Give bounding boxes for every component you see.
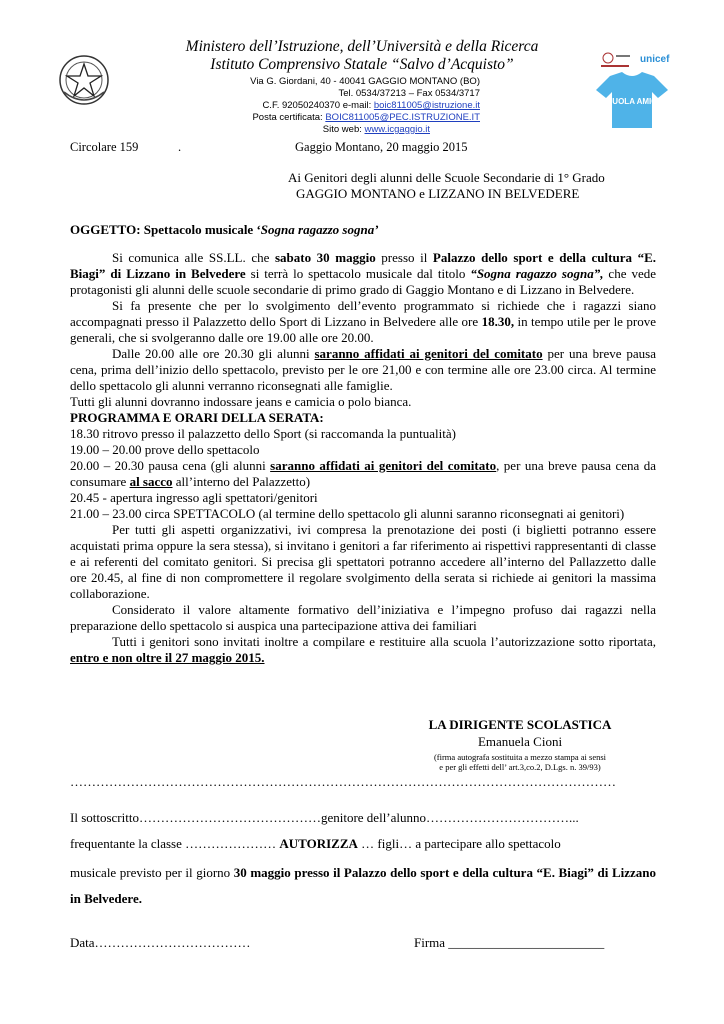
school-address: Via G. Giordani, 40 - 40041 GAGGIO MONTANO (BO) xyxy=(250,76,480,87)
ministry-logo-icon xyxy=(598,50,634,70)
paragraph-7: Tutti i genitori sono invitati inoltre a compilare e restituire alla scuola l’autorizzazione sotto riportata, entro e non oltre il 27 maggio 2015. xyxy=(70,634,656,665)
cf-label: C.F. 92050240370 e-mail: xyxy=(262,100,374,111)
program-line-2: 19.00 – 20.00 prove dello spettacolo xyxy=(70,442,260,457)
paragraph-3: Dalle 20.00 alle ore 20.30 gli alunni saranno affidati ai genitori del comitato per una breve pausa cena, prima dell’inizio dello spettacolo, previsto per le ore 21,00 e con termine alle ore 23.00 circa. Al termine dello spettacolo gli alunni verranno riconsegnati alle famiglie. xyxy=(70,346,656,393)
circular-number: Circolare 159 xyxy=(70,140,139,154)
school-phone: Tel. 0534/37213 – Fax 0534/3717 xyxy=(338,88,480,99)
form-date-field[interactable]: Data……………………………… xyxy=(70,935,251,950)
signature-note-1: (firma autografa sostituita a mezzo stampa ai sensi xyxy=(433,752,607,762)
letter-body xyxy=(70,250,656,666)
signature-name: Emanuela Cioni xyxy=(477,734,563,749)
subject-label: OGGETTO: Spettacolo musicale ‘ xyxy=(70,222,261,237)
email-link[interactable]: boic811005@istruzione.it xyxy=(373,100,480,111)
program-line-4: 20.45 - apertura ingresso agli spettatori/genitori xyxy=(70,490,318,505)
program-line-5: 21.00 – 23.00 circa SPETTACOLO (al termine dello spettacolo gli alunni saranno riconsegnati ai genitori) xyxy=(70,506,625,521)
signature-role: LA DIRIGENTE SCOLASTICA xyxy=(428,717,612,732)
cut-line: ……………………………………………………………………………………………………………… xyxy=(70,774,616,789)
program-title: PROGRAMMA E ORARI DELLA SERATA: xyxy=(70,410,324,425)
unicef-logo: unicef xyxy=(640,54,670,65)
form-signature-field[interactable]: Firma ________________________ xyxy=(414,935,605,950)
form-line-2: frequentante la classe ………………… AUTORIZZA … figli… a partecipare allo spettacolo xyxy=(70,836,561,851)
program-line-3: 20.00 – 20.30 pausa cena (gli alunni saranno affidati ai genitori del comitato, per una breve pausa cena da consumare al sacco all’interno del Palazzetto) xyxy=(70,458,656,489)
form-line-3: musicale previsto per il giorno 30 maggio presso il Palazzo dello sport e della cultura “E. Biagi” di Lizzano in Belvedere. xyxy=(70,865,656,906)
paragraph-1: Si comunica alle SS.LL. che sabato 30 maggio presso il Palazzo dello sport e della cultura “E. Biagi” di Lizzano in Belvedere si terrà lo spettacolo musicale dal titolo “Sogna ragazzo sogna”, che vede protagonisti gli alunni delle scuole secondarie di primo grado di Gaggio Montano e di Lizzano in Belvedere. xyxy=(70,250,656,297)
school-pec xyxy=(180,112,480,124)
paragraph-2: Si fa presente che per lo svolgimento dell’evento programmato si richiede che i ragazzi siano accompagnati presso il Palazzetto dello Sport di Lizzano in Belvedere alle ore 18.30, in tempo utile per le prove generali, che si svolgeranno dalle ore 19.00 alle ore 20.00. xyxy=(70,298,656,345)
form-line-1: Il sottoscritto……………………………………genitore dell’alunno……………………………... xyxy=(70,810,579,825)
paragraph-5: Per tutti gli aspetti organizzativi, ivi compresa la prenotazione dei posti (i biglietti potranno essere acquistati prima oppure la sera stessa), si invitano i genitori a far riferimento ai rispettivi rappresentanti di classe e ai referenti del comitato genitori. Si precisa gli spettatori potranno accedere all’interno del Pallazzetto dalle ore 20.45, al fine di non compromettere il regolare svolgimento della serata si richiede ai genitori la massima collaborazione. xyxy=(70,522,656,601)
recipient-line-1: Ai Genitori degli alunni delle Scuole Secondarie di 1° Grado xyxy=(288,170,605,185)
school-tshirt-icon xyxy=(596,72,668,128)
signature-block xyxy=(380,717,660,772)
shirt-text: SCUOLA AMICA xyxy=(601,97,663,106)
school-cf-email xyxy=(180,100,480,112)
subject-title: Sogna ragazzo sogna’ xyxy=(260,222,379,237)
letter-date: Gaggio Montano, 20 maggio 2015 xyxy=(295,140,468,154)
program-line-1: 18.30 ritrovo presso il palazzetto dello Sport (si raccomanda la puntualità) xyxy=(70,426,456,441)
paragraph-6: Considerato il valore altamente formativo dell’iniziativa e l’impegno profuso dai ragazzi nella preparazione dello spettacolo si auspica una partecipazione attiva dei familiari xyxy=(70,602,656,633)
date-separator: . xyxy=(178,140,182,154)
subject xyxy=(70,222,656,238)
recipient-line-2: GAGGIO MONTANO e LIZZANO IN BELVEDERE xyxy=(296,186,580,201)
pec-link[interactable]: BOIC811005@PEC.ISTRUZIONE.IT xyxy=(325,112,480,123)
letterhead xyxy=(0,0,724,135)
site-label: Sito web: xyxy=(322,124,365,135)
paragraph-4: Tutti gli alunni dovranno indossare jeans e camicia o polo bianca. xyxy=(70,394,412,409)
site-link[interactable]: www.icgaggio.it xyxy=(364,124,430,135)
school-name: Istituto Comprensivo Statale “Salvo d’Acquisto” xyxy=(210,56,514,73)
pec-label: Posta certificata: xyxy=(252,112,326,123)
school-site xyxy=(130,124,430,136)
ministry-name: Ministero dell’Istruzione, dell’Università e della Ricerca xyxy=(185,38,539,55)
signature-note-2: e per gli effetti dell’ art.3,co.2, D.Lgs. n. 39/93) xyxy=(439,762,601,772)
